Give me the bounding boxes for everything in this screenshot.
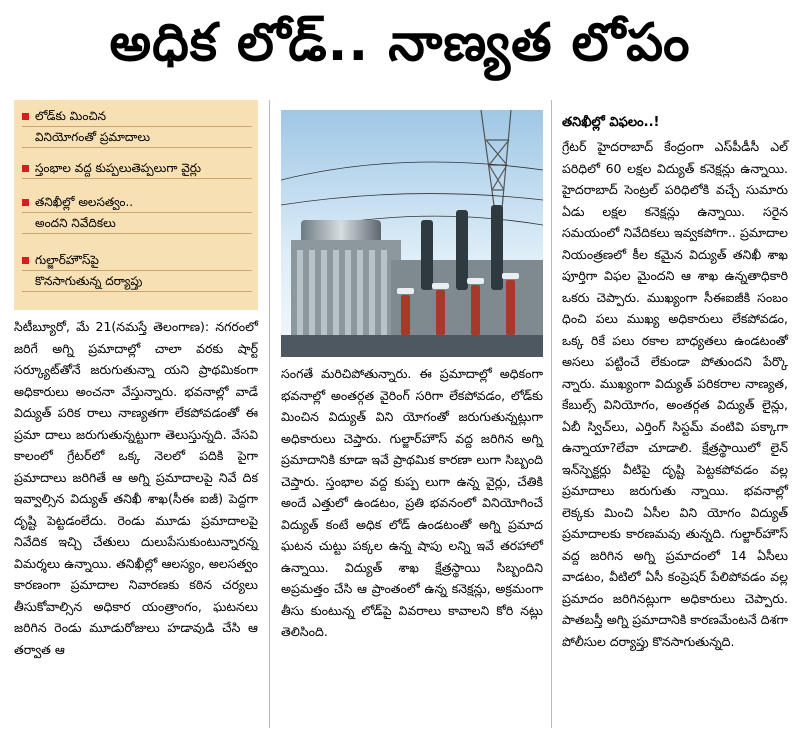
highlight-text: వినియోగంతో ప్రమాదాలు [35,130,151,144]
highlight-item [22,106,252,148]
highlight-text: అందని నివేదికలు [35,216,116,230]
transformer-illustration [281,110,543,357]
article-column-2 [281,363,543,643]
highlight-item [22,192,252,234]
article-column-1 [14,316,258,660]
column-text: గ్రేటర్ హైదరాబాద్ కేంద్రంగా ఎస్‌పీడీసీ ఎల్ పరిధిలో 60 లక్షల విద్యుత్ కనెక్షన్లు ఉన్నాయి. హైదరాబాద్ సెంట్రల్ పరిధిలోకి వచ్చే సుమారు ఏడు లక్షల కనెక్షన్లు ఉన్నాయి. సరైన సమయంలో నివేదికలు ఇవ్వకపోగా.. ప్రమాదాల నియంత్రణలో కీల కమైన విద్యుత్ తనిఖీ శాఖ పూర్తిగా విఫల మైందని ఆ శాఖ ఉన్నతాధికారి ఒకరు చెప్పారు. ముఖ్యంగా సీఈఐజీకి సంబం ధించి పలు ముఖ్య అధికారులు లేకపోవడం, ఒక్క రికే పలు రకాల బాధ్యతలు ఉండటంతో అసలు పట్టించే లేకుండా పోతుందని పేర్కొ న్నారు. ముఖ్యంగా విద్యుత్ పరికరాల నాణ్యత, కేబుల్స్ వినియోగం, అంతర్గత విద్యుత్ లైన్లు, ఏబీ స్విచ్‌లు, ఎర్తింగ్ సిస్టమ్ వంటివి పక్కాగా ఉన్నాయా?లేవా చూడాలి. క్షేత్రస్థాయిలో లైన్ ఇన్‌స్పెక్టర్లు వీటిపై దృష్టి పెట్టకపోవడం వల్ల ప్రమాదాలు జరుగుతు న్నాయి. భవనాల్లో లెక్కకు మించి ఏసీల విని యోగం విద్యుత్ ప్రమాదాలకు కారణమవు తున్నది. గుల్జార్‌హౌస్ వద్ద జరిగిన అగ్ని ప్రమాదంలో 14 ఏసీలు వాడటం, వీటిలో ఏసీ కంప్రెషర్ పేలిపోవడం వల్ల ప్రమాదం జరిగినట్లుగా అధికారులు చెప్పారు. పాతబస్తీ అగ్ని ప్రమాదానికి కారణమేంటనే దిశగా పోలీసుల దర్యాప్తు కొనసాగుతున్నది. [562,139,788,649]
section-subheading: తనిఖీల్లో విఫలం..! [562,115,660,130]
highlight-text: గుల్జార్‌హౌస్‌పై [35,253,99,267]
highlight-text: కొనసాగుతున్న దర్యాప్తు [35,274,143,288]
transformer-photo [281,110,543,357]
highlight-item [22,158,252,179]
column-divider [269,100,270,728]
highlight-text: స్తంభాల వద్ద కుప్పలుతెప్పలుగా వైర్లు [35,161,202,175]
headline: అధిక లోడ్.. నాణ్యత లోపం [109,12,691,73]
highlights-box [14,100,258,310]
highlight-item [22,250,252,292]
column-divider [551,100,552,728]
bullet-icon [22,113,29,120]
bullet-icon [22,257,29,264]
bullet-icon [22,165,29,172]
column-text: సిటీబ్యూరో, మే 21(నమస్తే తెలంగాణ): నగరంలో జరిగే అగ్ని ప్రమాదాల్లో చాలా వరకు షార్ట్ సర్క్యూట్‌తోనే జరుగుతున్నా యని ప్రాథమికంగా అధికారులు అంచనా వేస్తున్నారు. భవనాల్లో వాడే విద్యుత్ పరిక రాలు నాణ్యతగా లేకపోవడంతో ఈ ప్రమా దాలు జరుగుతున్నట్టుగా తెలుస్తున్నది. వేసవి కాలంలో గ్రేటర్‌లో ఒక్క నెలలో పదికి పైగా ప్రమాదాలు జరిగితే ఆ అగ్ని ప్రమాదాలపై నివే దిక ఇవ్వాల్సిన విద్యుత్ తనిఖీ శాఖ(సీఈ ఐజీ) పెద్దగా దృష్టి పెట్టడంలేదు. రెండు మూడు ప్రమాదాలపై నివేదిక ఇచ్చి చేతులు దులుపేసుకుంటున్నారన్న విమర్శలు ఉన్నాయి. తనిఖీల్లో ఆలస్యం, అలసత్వం కారణంగా ప్రమాదాల నివారణకు కఠిన చర్యలు తీసుకోవాల్సిన అధికార యంత్రాంగం, ఘటనలు జరిగిన రెండు మూడురోజులు హడావుడి చేసి ఆ తర్వాత ఆ [14,319,258,657]
highlight-text: లోడ్‌కు మించిన [35,109,107,123]
highlight-text: తనిఖీల్లో అలసత్వం.. [35,195,134,209]
bullet-icon [22,199,29,206]
article-column-3 [562,136,788,652]
column-text: సంగతే మరిచిపోతున్నారు. ఈ ప్రమాదాల్లో అధికంగా భవనాల్లో అంతర్గత వైరింగ్ సరిగా లేకపోవడం, లోడ్‌కు మించిన విద్యుత్ విని యోగంతో జరుగుతున్నట్లుగా అధికారులు చెప్తారు. గుల్జార్‌హౌస్ వద్ద జరిగిన అగ్ని ప్రమాదానికి కూడా ఇవే ప్రాథమిక కారణా లుగా సిబ్బంది చెప్తారు. స్తంభాల వద్ద కుప్ప లుగా ఉన్న వైర్లు, చేతికి అందే ఎత్తులో ఉండటం, ప్రతి భవనంలో వినియోగించే విద్యుత్ కంటే అధిక లోడ్ ఉండటంతో అగ్ని ప్రమాద ఘటన చుట్టు పక్కల ఉన్న షాపు లన్ని ఇవే తరహాలో ఉన్నాయి. విద్యుత్ శాఖ క్షేత్రస్థాయి సిబ్బందిని అప్రమత్తం చేసి ఆ ప్రాంతంలో ఉన్న కనెక్షన్లు, అక్రమంగా తీసు కుంటున్న లోడ్‌పై వివరాలు కావాలని కోరి నట్లు తెలిసింది. [281,366,543,639]
